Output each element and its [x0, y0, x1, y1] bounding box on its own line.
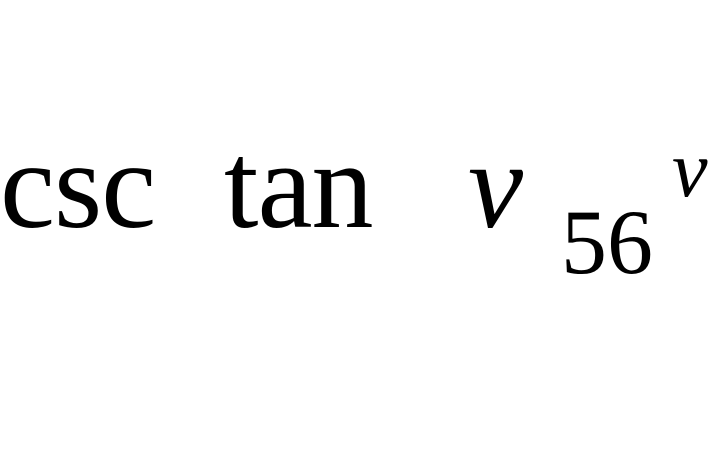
variable-v: v: [468, 117, 524, 254]
superscript-v: v: [672, 126, 708, 214]
subscript-56: 56: [561, 191, 653, 293]
tan-function: tan: [224, 117, 373, 254]
csc-function: csc: [0, 117, 156, 254]
